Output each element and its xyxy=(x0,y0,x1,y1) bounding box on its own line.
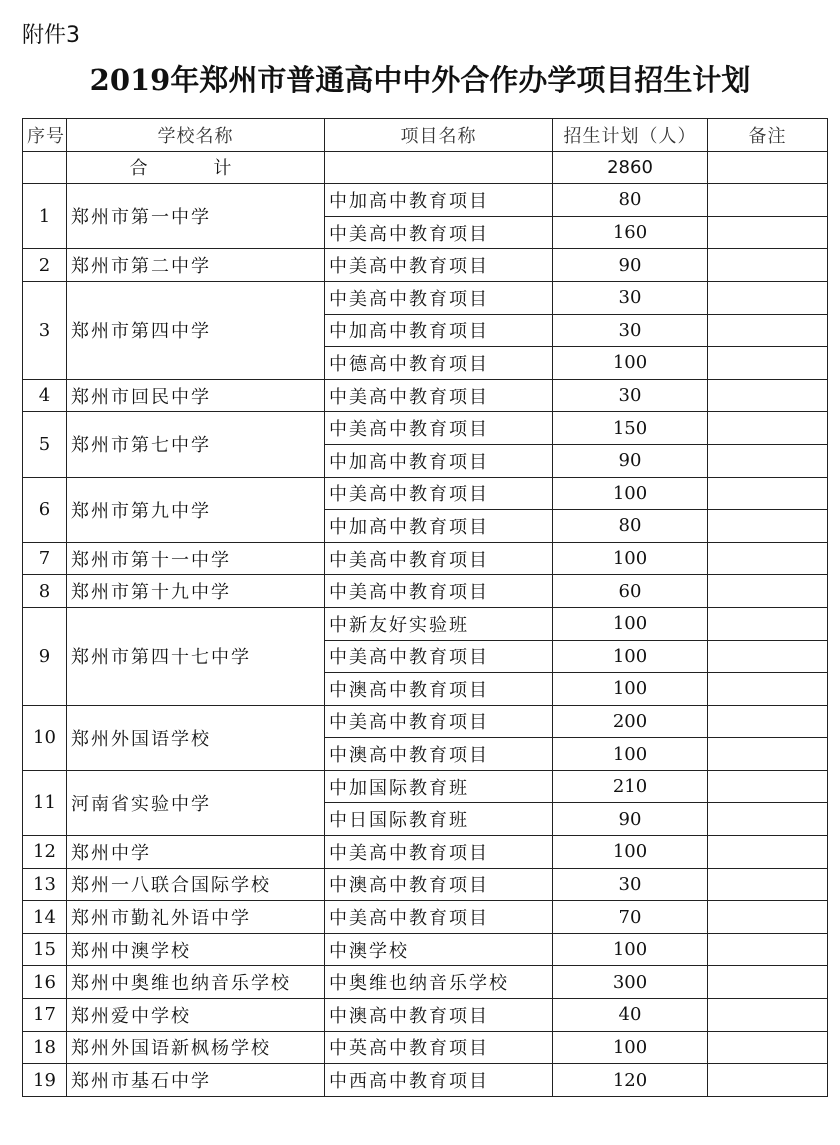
project-name-cell: 中美高中教育项目 xyxy=(325,281,553,314)
remark-cell xyxy=(708,314,828,347)
plan-count-cell: 100 xyxy=(553,542,708,575)
remark-cell xyxy=(708,836,828,869)
project-name-cell: 中澳高中教育项目 xyxy=(325,738,553,771)
project-name-cell: 中美高中教育项目 xyxy=(325,575,553,608)
seq-cell: 1 xyxy=(23,184,67,249)
plan-count-cell: 300 xyxy=(553,966,708,999)
remark-cell xyxy=(708,868,828,901)
seq-cell: 19 xyxy=(23,1064,67,1097)
remark-cell xyxy=(708,640,828,673)
plan-count-cell: 30 xyxy=(553,281,708,314)
school-name-cell: 郑州中奥维也纳音乐学校 xyxy=(67,966,325,999)
school-name-cell: 郑州市基石中学 xyxy=(67,1064,325,1097)
remark-cell xyxy=(708,412,828,445)
project-name-cell: 中新友好实验班 xyxy=(325,607,553,640)
school-name-cell: 郑州中学 xyxy=(67,836,325,869)
school-name-cell: 郑州外国语学校 xyxy=(67,705,325,770)
table-row xyxy=(23,281,828,314)
remark-cell xyxy=(708,933,828,966)
seq-cell: 10 xyxy=(23,705,67,770)
seq-cell: 9 xyxy=(23,607,67,705)
school-name-cell: 郑州市第四中学 xyxy=(67,281,325,379)
project-name-cell: 中美高中教育项目 xyxy=(325,542,553,575)
school-name-cell: 郑州中澳学校 xyxy=(67,933,325,966)
project-name-cell: 中美高中教育项目 xyxy=(325,901,553,934)
project-name-cell: 中澳高中教育项目 xyxy=(325,673,553,706)
plan-count-cell: 100 xyxy=(553,933,708,966)
enrollment-plan-table xyxy=(22,118,828,1097)
project-name-cell: 中美高中教育项目 xyxy=(325,836,553,869)
seq-cell: 7 xyxy=(23,542,67,575)
project-name-cell: 中加高中教育项目 xyxy=(325,510,553,543)
school-name-cell: 郑州爱中学校 xyxy=(67,999,325,1032)
remark-cell xyxy=(708,705,828,738)
plan-count-cell: 100 xyxy=(553,347,708,380)
school-name-cell: 郑州一八联合国际学校 xyxy=(67,868,325,901)
remark-cell xyxy=(708,770,828,803)
total-label: 合 计 xyxy=(67,151,325,184)
project-name-cell: 中美高中教育项目 xyxy=(325,379,553,412)
seq-cell: 3 xyxy=(23,281,67,379)
remark-cell xyxy=(708,542,828,575)
plan-count-cell: 80 xyxy=(553,510,708,543)
seq-cell: 6 xyxy=(23,477,67,542)
seq-cell: 17 xyxy=(23,999,67,1032)
plan-count-cell: 100 xyxy=(553,673,708,706)
plan-count-cell: 150 xyxy=(553,412,708,445)
remark-cell xyxy=(708,575,828,608)
project-name-cell: 中德高中教育项目 xyxy=(325,347,553,380)
project-name-cell: 中奥维也纳音乐学校 xyxy=(325,966,553,999)
plan-count-cell: 30 xyxy=(553,379,708,412)
school-name-cell: 郑州市第十九中学 xyxy=(67,575,325,608)
header-project: 项目名称 xyxy=(325,119,553,152)
project-name-cell: 中加高中教育项目 xyxy=(325,184,553,217)
project-name-cell: 中美高中教育项目 xyxy=(325,640,553,673)
table-row xyxy=(23,379,828,412)
remark-cell xyxy=(708,444,828,477)
school-name-cell: 河南省实验中学 xyxy=(67,770,325,835)
plan-count-cell: 30 xyxy=(553,314,708,347)
plan-count-cell: 70 xyxy=(553,901,708,934)
plan-count-cell: 80 xyxy=(553,184,708,217)
remark-cell xyxy=(708,347,828,380)
remark-cell xyxy=(708,738,828,771)
remark-cell xyxy=(708,901,828,934)
plan-count-cell: 210 xyxy=(553,770,708,803)
school-name-cell: 郑州市第七中学 xyxy=(67,412,325,477)
plan-count-cell: 40 xyxy=(553,999,708,1032)
total-seq-cell xyxy=(23,151,67,184)
remark-cell xyxy=(708,966,828,999)
plan-count-cell: 100 xyxy=(553,477,708,510)
table-row xyxy=(23,477,828,510)
project-name-cell: 中美高中教育项目 xyxy=(325,412,553,445)
table-row xyxy=(23,249,828,282)
school-name-cell: 郑州市勤礼外语中学 xyxy=(67,901,325,934)
seq-cell: 8 xyxy=(23,575,67,608)
project-name-cell: 中加高中教育项目 xyxy=(325,314,553,347)
attachment-label: 附件3 xyxy=(22,23,80,48)
project-name-cell: 中加国际教育班 xyxy=(325,770,553,803)
table-row xyxy=(23,575,828,608)
seq-cell: 15 xyxy=(23,933,67,966)
remark-cell xyxy=(708,249,828,282)
total-remark-cell xyxy=(708,151,828,184)
header-school: 学校名称 xyxy=(67,119,325,152)
plan-count-cell: 90 xyxy=(553,249,708,282)
plan-count-cell: 160 xyxy=(553,216,708,249)
total-row xyxy=(23,151,828,184)
table-row xyxy=(23,184,828,217)
seq-cell: 2 xyxy=(23,249,67,282)
school-name-cell: 郑州市第四十七中学 xyxy=(67,607,325,705)
plan-count-cell: 200 xyxy=(553,705,708,738)
project-name-cell: 中英高中教育项目 xyxy=(325,1031,553,1064)
school-name-cell: 郑州市第一中学 xyxy=(67,184,325,249)
project-name-cell: 中西高中教育项目 xyxy=(325,1064,553,1097)
seq-cell: 16 xyxy=(23,966,67,999)
remark-cell xyxy=(708,281,828,314)
school-name-cell: 郑州市第十一中学 xyxy=(67,542,325,575)
seq-cell: 18 xyxy=(23,1031,67,1064)
plan-count-cell: 120 xyxy=(553,1064,708,1097)
total-project-cell xyxy=(325,151,553,184)
plan-count-cell: 60 xyxy=(553,575,708,608)
project-name-cell: 中澳高中教育项目 xyxy=(325,999,553,1032)
project-name-cell: 中美高中教育项目 xyxy=(325,705,553,738)
project-name-cell: 中美高中教育项目 xyxy=(325,216,553,249)
table-row xyxy=(23,1064,828,1097)
table-row xyxy=(23,1031,828,1064)
table-row xyxy=(23,933,828,966)
school-name-cell: 郑州外国语新枫杨学校 xyxy=(67,1031,325,1064)
project-name-cell: 中日国际教育班 xyxy=(325,803,553,836)
seq-cell: 13 xyxy=(23,868,67,901)
project-name-cell: 中加高中教育项目 xyxy=(325,444,553,477)
table-row xyxy=(23,836,828,869)
total-value: 2860 xyxy=(553,151,708,184)
table-row xyxy=(23,542,828,575)
project-name-cell: 中美高中教育项目 xyxy=(325,249,553,282)
remark-cell xyxy=(708,803,828,836)
plan-count-cell: 30 xyxy=(553,868,708,901)
project-name-cell: 中澳学校 xyxy=(325,933,553,966)
header-plan: 招生计划（人） xyxy=(553,119,708,152)
plan-count-cell: 100 xyxy=(553,836,708,869)
seq-cell: 14 xyxy=(23,901,67,934)
seq-cell: 4 xyxy=(23,379,67,412)
table-row xyxy=(23,999,828,1032)
school-name-cell: 郑州市第九中学 xyxy=(67,477,325,542)
remark-cell xyxy=(708,216,828,249)
table-row xyxy=(23,705,828,738)
table-row xyxy=(23,868,828,901)
project-name-cell: 中美高中教育项目 xyxy=(325,477,553,510)
table-row xyxy=(23,770,828,803)
remark-cell xyxy=(708,184,828,217)
school-name-cell: 郑州市第二中学 xyxy=(67,249,325,282)
plan-count-cell: 100 xyxy=(553,738,708,771)
seq-cell: 11 xyxy=(23,770,67,835)
table-header-row xyxy=(23,119,828,152)
school-name-cell: 郑州市回民中学 xyxy=(67,379,325,412)
remark-cell xyxy=(708,1031,828,1064)
remark-cell xyxy=(708,673,828,706)
remark-cell xyxy=(708,999,828,1032)
remark-cell xyxy=(708,607,828,640)
plan-count-cell: 100 xyxy=(553,640,708,673)
plan-count-cell: 90 xyxy=(553,444,708,477)
table-row xyxy=(23,607,828,640)
remark-cell xyxy=(708,379,828,412)
table-row xyxy=(23,901,828,934)
table-row xyxy=(23,412,828,445)
table-body xyxy=(23,151,828,1096)
document-title: 2019年郑州市普通高中中外合作办学项目招生计划 xyxy=(89,63,751,97)
seq-cell: 5 xyxy=(23,412,67,477)
plan-count-cell: 90 xyxy=(553,803,708,836)
remark-cell xyxy=(708,510,828,543)
header-seq: 序号 xyxy=(23,119,67,152)
remark-cell xyxy=(708,477,828,510)
header-remark: 备注 xyxy=(708,119,828,152)
plan-count-cell: 100 xyxy=(553,1031,708,1064)
plan-count-cell: 100 xyxy=(553,607,708,640)
seq-cell: 12 xyxy=(23,836,67,869)
project-name-cell: 中澳高中教育项目 xyxy=(325,868,553,901)
table-row xyxy=(23,966,828,999)
remark-cell xyxy=(708,1064,828,1097)
